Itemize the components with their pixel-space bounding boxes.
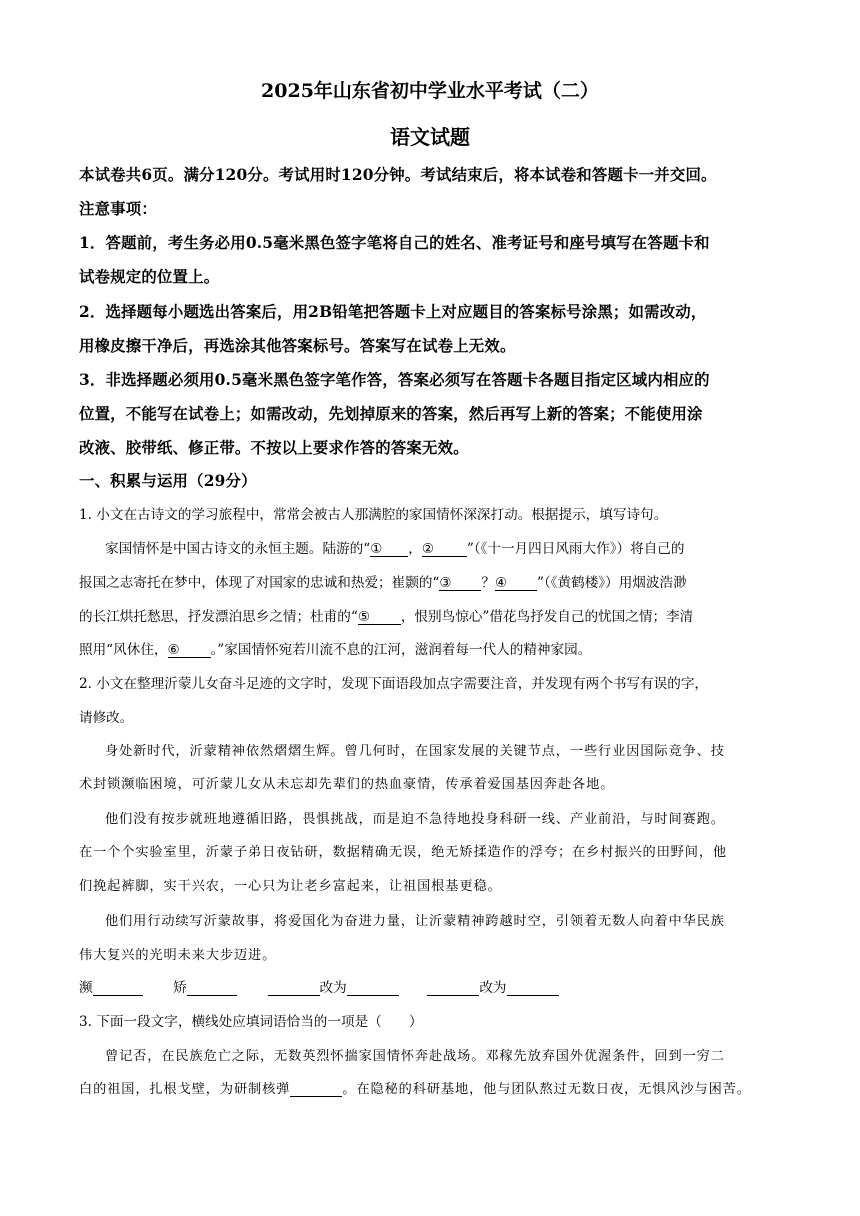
q1-paragraph-line-2: 报国之志寄托在梦中，体现了对国家的忠诚和热爱；崔颢的“③ ？④ ”（《黄鹤楼》）用烟波浩渺 [79, 575, 687, 591]
q1-blank-4[interactable]: ④ [495, 575, 537, 591]
q1-blank-3[interactable]: ③ [439, 575, 481, 591]
q3-fill-blank[interactable] [290, 1081, 342, 1097]
note-3-line-3: 改液、胶带纸、修正带。不按以上要求作答的答案无效。 [79, 439, 469, 457]
q2-passage-line-1: 身处新时代，沂蒙精神依然熠熠生辉。曾几何时，在国家发展的关键节点，一些行业因国际竞争、技 [105, 744, 725, 759]
q3-passage-line-2: 白的祖国，扎根戈壁，为研制核弹 。在隐秘的科研基地，他与团队熬过无数日夜，无惧风沙与困苦。 [79, 1082, 751, 1097]
note-3-line-2: 位置，不能写在试卷上；如需改动，先划掉原来的答案，然后再写上新的答案；不能使用涂 [79, 405, 703, 423]
exam-intro: 本试卷共6页。满分120分。考试用时120分钟。考试结束后，将本试卷和答题卡一并交回。 [79, 166, 717, 184]
q1-blank-2[interactable]: ② [422, 541, 467, 557]
q1-paragraph-line-4: 照用“风休住，⑥ 。”家国情怀宛若川流不息的江河，滋润着每一代人的精神家园。 [79, 642, 592, 658]
q2-stem-line-2: 请修改。 [79, 710, 134, 726]
q2-passage-line-6: 他们用行动续写沂蒙故事，将爱国化为奋进力量，让沂蒙精神跨越时空，引领着无数人向着中华民族 [105, 914, 725, 929]
q1-blank-6[interactable]: ⑥ [168, 642, 211, 658]
q1-blank-5[interactable]: ⑤ [358, 609, 401, 625]
q2-pinyin-blank-1[interactable] [93, 980, 143, 996]
q3-passage-line-1: 曾记否，在民族危亡之际，无数英烈怀揣家国情怀奔赴战场。邓稼先放弃国外优渥条件，回到一穷二 [105, 1049, 725, 1064]
q2-passage-line-4: 在一个个实验室里，沂蒙子弟日夜钻研，数据精确无误，绝无矫揉造作的浮夸；在乡村振兴的田野间，他 [79, 845, 728, 860]
q1-paragraph-line-1: 家国情怀是中国古诗文的永恒主题。陆游的“① ，② ”（《十一月四日风雨大作》）将自己的 [105, 541, 685, 557]
exam-subject-title: 语文试题 [390, 125, 470, 149]
note-1-line-2: 试卷规定的位置上。 [79, 268, 220, 286]
q1-paragraph-line-3: 的长江烘托愁思，抒发漂泊思乡之情；杜甫的“⑤ ，恨别鸟惊心”借花鸟抒发自己的忧国之情；李清 [79, 609, 694, 625]
q1-stem: 1. 小文在古诗文的学习旅程中，常常会被古人那满腔的家国情怀深深打动。根据提示，填写诗句。 [79, 507, 668, 523]
q2-passage-line-2: 术封锁濒临困境，可沂蒙儿女从未忘却先辈们的热血豪情，传承着爱国基因奔赴各地。 [79, 777, 615, 792]
q2-answer-row: 濒 矫 改为 改为 [79, 976, 784, 996]
exam-title: 2025年山东省初中学业水平考试（二） [261, 80, 599, 102]
note-3-line-1: 3．非选择题必须用0.5毫米黑色签字笔作答，答案必须写在答题卡各题目指定区域内相应的 [79, 371, 710, 389]
q3-stem: 3. 下面一段文字，横线处应填词语恰当的一项是（ ） [79, 1014, 423, 1030]
q2-passage-line-5: 们挽起裤脚，实干兴农，一心只为让老乡富起来，让祖国根基更稳。 [79, 879, 502, 894]
notes-title: 注意事项： [79, 200, 157, 218]
q2-pinyin-blank-2[interactable] [187, 980, 237, 996]
note-2-line-2: 用橡皮擦干净后，再选涂其他答案标号。答案写在试卷上无效。 [79, 337, 516, 355]
q2-correct-char-blank-2[interactable] [507, 980, 559, 996]
note-1-line-1: 1．答题前，考生务必用0.5毫米黑色签字笔将自己的姓名、准考证号和座号填写在答题卡和 [79, 234, 710, 252]
q2-passage-line-3: 他们没有按步就班地遵循旧路，畏惧挑战，而是迫不急待地投身科研一线、产业前沿，与时间赛跑。 [105, 812, 725, 827]
q2-wrong-char-blank-2[interactable] [427, 980, 479, 996]
q2-passage-line-7: 伟大复兴的光明未来大步迈进。 [79, 948, 277, 963]
q2-stem-line-1: 2. 小文在整理沂蒙儿女奋斗足迹的文字时，发现下面语段加点字需要注音，并发现有两个书写有误的字， [79, 676, 709, 692]
section-heading: 一、积累与运用（29分） [79, 472, 257, 490]
note-2-line-1: 2．选择题每小题选出答案后，用2B铅笔把答题卡上对应题目的答案标号涂黑；如需改动， [79, 303, 707, 321]
q2-wrong-char-blank-1[interactable] [268, 980, 320, 996]
q1-blank-1[interactable]: ① [370, 541, 408, 557]
q2-correct-char-blank-1[interactable] [347, 980, 399, 996]
